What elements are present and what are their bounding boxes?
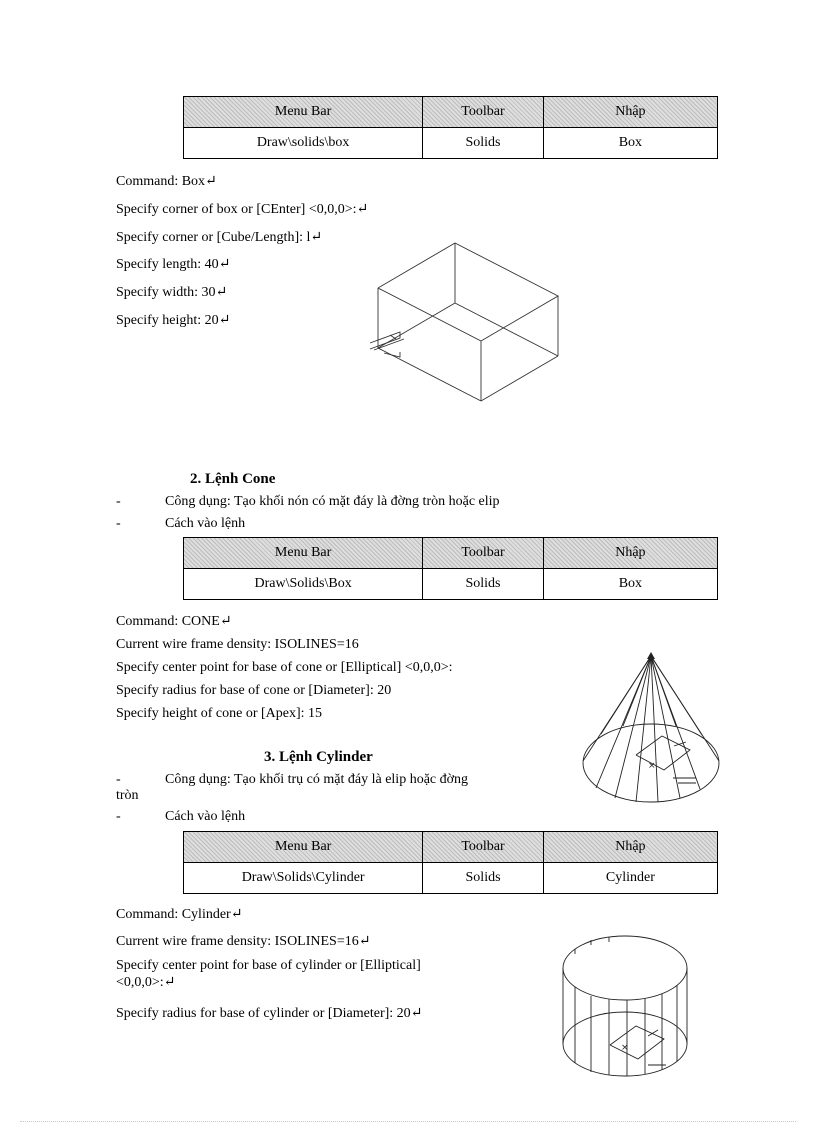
cone-center-prompt: Specify center point for base of cone or [Elliptical] <0,0,0>:	[116, 660, 453, 675]
table-header-menu-bar: Menu Bar	[184, 97, 423, 128]
cone-isolines-line: Current wire frame density: ISOLINES=16	[116, 637, 359, 652]
cylinder-command-table	[183, 831, 718, 894]
cone-heading: 2. Lệnh Cone	[190, 471, 276, 487]
cylinder-usage-text: Công dụng: Tạo khối trụ có mặt đáy là elip hoặc đờng	[165, 772, 469, 787]
cylinder-wireframe-figure	[558, 932, 698, 1087]
cone-radius-prompt: Specify radius for base of cone or [Diameter]: 20	[116, 683, 392, 698]
table-header-toolbar: Toolbar	[423, 97, 544, 128]
cylinder-radius-prompt: Specify radius for base of cylinder or [Diameter]: 20↵	[116, 1006, 423, 1021]
cylinder-center-prompt-cont: <0,0,0>:↵	[116, 975, 176, 990]
table-cell-input: Box	[543, 128, 717, 159]
box-wireframe-figure	[360, 240, 570, 410]
cone-command-table	[183, 537, 718, 600]
table-cell-menu-bar: Draw\Solids\Box	[184, 569, 423, 600]
box-command-table	[183, 96, 718, 159]
table-header-input: Nhập	[543, 538, 717, 569]
table-cell-toolbar: Solids	[423, 863, 544, 894]
cylinder-bullet-2-marker: -	[116, 809, 121, 824]
cone-wireframe-figure	[578, 650, 728, 805]
table-cell-menu-bar: Draw\Solids\Cylinder	[184, 863, 423, 894]
box-prompt-height: Specify height: 20↵	[116, 313, 231, 328]
box-command-line: Command: Box↵	[116, 174, 217, 189]
cone-access-text: Cách vào lệnh	[165, 516, 246, 531]
table-header-input: Nhập	[543, 97, 717, 128]
table-header-toolbar: Toolbar	[423, 538, 544, 569]
table-header-input: Nhập	[543, 832, 717, 863]
table-header-toolbar: Toolbar	[423, 832, 544, 863]
table-cell-input: Cylinder	[543, 863, 717, 894]
box-prompt-corner: Specify corner of box or [CEnter] <0,0,0>:↵	[116, 202, 369, 217]
table-cell-input: Box	[543, 569, 717, 600]
cone-bullet-2-marker: -	[116, 516, 121, 531]
cylinder-usage-text-cont: tròn	[116, 788, 139, 803]
cylinder-heading: 3. Lệnh Cylinder	[264, 749, 373, 765]
box-prompt-length: Specify length: 40↵	[116, 257, 231, 272]
cylinder-center-prompt: Specify center point for base of cylinder or [Elliptical]	[116, 958, 421, 973]
svg-text:×: ×	[621, 1043, 629, 1053]
table-cell-menu-bar: Draw\solids\box	[184, 128, 423, 159]
cylinder-bullet-1-marker: -	[116, 772, 121, 787]
svg-text:×: ×	[648, 761, 656, 771]
cone-height-prompt: Specify height of cone or [Apex]: 15	[116, 706, 323, 721]
box-prompt-cube-length: Specify corner or [Cube/Length]: l↵	[116, 230, 323, 245]
cone-bullet-1-marker: -	[116, 494, 121, 509]
page-bottom-rule	[20, 1121, 796, 1122]
cone-command-line: Command: CONE↵	[116, 614, 232, 629]
table-header-menu-bar: Menu Bar	[184, 832, 423, 863]
table-header-menu-bar: Menu Bar	[184, 538, 423, 569]
table-cell-toolbar: Solids	[423, 128, 544, 159]
cone-usage-text: Công dụng: Tạo khối nón có mặt đáy là đờng tròn hoặc elip	[165, 494, 500, 509]
cylinder-isolines-line: Current wire frame density: ISOLINES=16↵	[116, 934, 371, 949]
box-prompt-width: Specify width: 30↵	[116, 285, 228, 300]
cylinder-access-text: Cách vào lệnh	[165, 809, 246, 824]
table-cell-toolbar: Solids	[423, 569, 544, 600]
cylinder-command-line: Command: Cylinder↵	[116, 907, 243, 922]
